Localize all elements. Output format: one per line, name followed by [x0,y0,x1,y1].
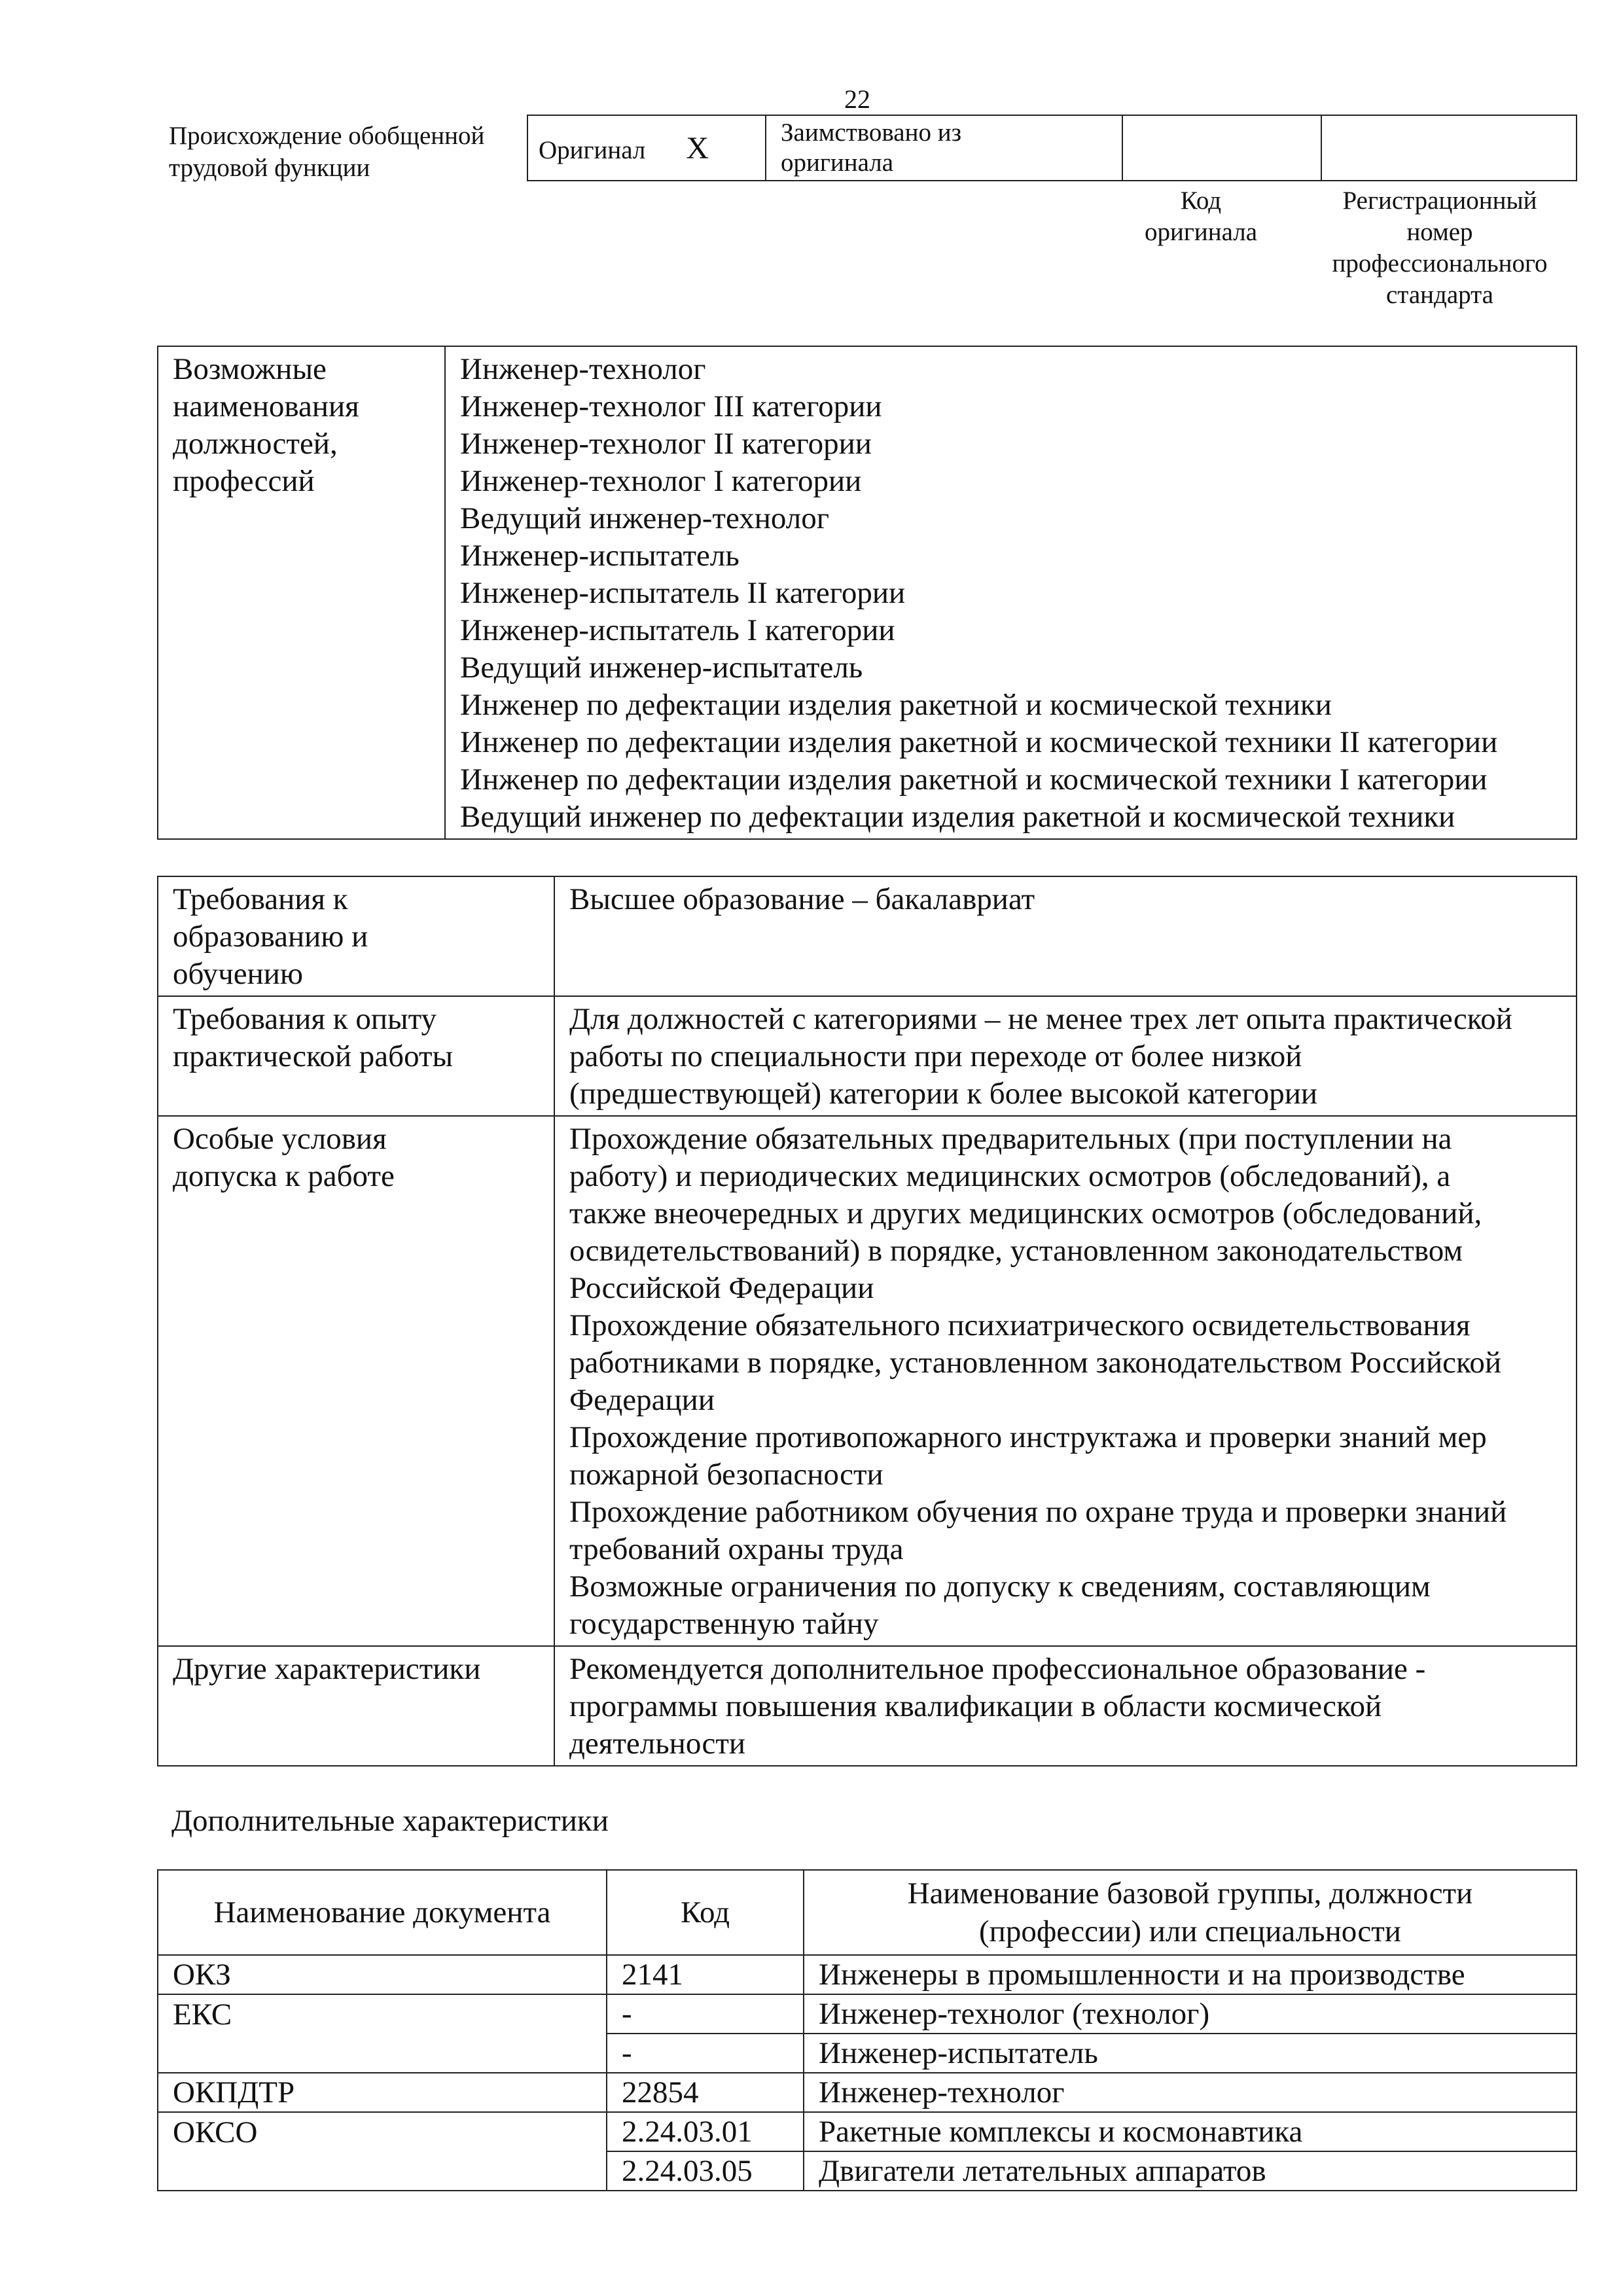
value-line: Возможные ограничения по допуску к сведениям, составляющим [569,1570,1431,1604]
table-row [158,2112,1577,2151]
caption-line: Код [1180,187,1222,215]
cell-document: ОКПДТР [158,2073,607,2112]
cell-document [158,2151,607,2191]
value-line: освидетельствований) в порядке, установленном законодательством [569,1234,1463,1268]
origin-label-line: трудовой функции [169,154,370,182]
value-line: пожарной безопасности [569,1458,883,1492]
label-line: Требования к [173,882,348,916]
origin-label-line: Происхождение обобщенной [169,122,485,150]
value-line: работу) и периодических медицинских осмотров (обследований), а [569,1159,1451,1193]
table-row [158,1955,1577,1994]
caption-line: Регистрационный [1342,187,1537,215]
cell-name: Инженеры в промышленности и на производстве [804,1955,1577,1994]
experience-value [554,996,1577,1116]
table-row [158,996,1577,1116]
experience-label [158,996,554,1116]
additional-characteristics-table [157,1869,1577,2191]
position-item: Ведущий инженер-испытатель [460,651,863,685]
value-line: Федерации [569,1383,715,1417]
value-line: Прохождение противопожарного инструктажа и проверки знаний мер [569,1420,1487,1454]
value-line: Прохождение обязательного психиатрического освидетельствования [569,1308,1471,1342]
position-item: Инженер-технолог I категории [460,464,862,498]
value-line: Высшее образование – бакалавриат [569,882,1035,916]
position-item: Инженер по дефектации изделия ракетной и космической техники II категории [460,725,1498,759]
table-row [158,1646,1577,1766]
position-item: Ведущий инженер по дефектации изделия ракетной и космической техники [460,800,1455,834]
cell-code: 2.24.03.01 [607,2112,804,2151]
borrowed-label-line: оригинала [781,149,894,177]
label-line: Особые условия [173,1122,387,1156]
position-item: Инженер-испытатель [460,539,740,573]
value-line: работниками в порядке, установленном законодательством Российской [569,1346,1502,1380]
position-item: Инженер-технолог III категории [460,389,882,423]
label-line: Другие характеристики [173,1652,481,1686]
cell-document: ОКЗ [158,1955,607,1994]
position-item: Инженер по дефектации изделия ракетной и космической техники [460,688,1332,722]
other-characteristics-value [554,1646,1577,1766]
cell-code: 22854 [607,2073,804,2112]
value-line: (предшествующей) категории к более высокой категории [569,1077,1318,1111]
origin-table [527,115,1577,181]
value-line: Для должностей с категориями – не менее трех лет опыта практической [569,1002,1512,1036]
position-item: Инженер по дефектации изделия ракетной и космической техники I категории [460,762,1488,797]
page-number: 22 [844,84,870,114]
special-conditions-value [554,1116,1577,1646]
cell-code: 2141 [607,1955,804,1994]
table-header-row [158,1870,1577,1955]
borrowed-label-line: Заимствовано из [781,118,962,147]
label-line: профессий [173,464,315,498]
cell-name: Инженер-технолог [804,2073,1577,2112]
cell-name: Ракетные комплексы и космонавтика [804,2112,1577,2151]
original-cell [527,115,766,181]
cell-document: ОКСО [158,2112,607,2151]
value-line: программы повышения квалификации в области космической [569,1689,1382,1723]
origin-label [169,120,484,184]
requirements-table [157,876,1577,1767]
header-line: Наименование базовой группы, должности [907,1876,1473,1910]
value-line: государственную тайну [569,1607,879,1641]
caption-line: стандарта [1386,281,1493,309]
value-line: Российской Федерации [569,1271,874,1305]
original-label: Оригинал [539,135,646,164]
original-code-cell [1122,115,1321,181]
original-code-caption [1113,185,1289,248]
table-row [158,2073,1577,2112]
value-line: Прохождение обязательных предварительных (при поступлении на [569,1122,1452,1156]
table-row [158,1116,1577,1646]
position-item: Инженер-технолог II категории [460,427,872,461]
value-line: также внеочередных и других медицинских осмотров (обследований, [569,1196,1482,1230]
cell-document: ЕКС [158,1994,607,2034]
cell-name: Инженер-технолог (технолог) [804,1994,1577,2034]
cell-code: 2.24.03.05 [607,2151,804,2191]
other-characteristics-label [158,1646,554,1766]
cell-name: Инженер-испытатель [804,2034,1577,2073]
column-header-code: Код [607,1870,804,1955]
label-line: Требования к опыту [173,1002,437,1036]
value-line: Рекомендуется дополнительное профессиональное образование - [569,1652,1426,1686]
label-line: допуска к работе [173,1159,395,1193]
table-row [158,2034,1577,2073]
value-line: работы по специальности при переходе от более низкой [569,1039,1302,1073]
cell-document [158,2034,607,2073]
borrowed-cell [766,115,1122,181]
label-line: образованию и [173,920,368,954]
label-line: Возможные [173,352,327,386]
value-line: Прохождение работником обучения по охране труда и проверки знаний [569,1495,1507,1529]
section-title: Дополнительные характеристики [171,1804,609,1838]
header-line: (профессии) или специальности [979,1914,1401,1948]
caption-line: номер [1406,218,1473,246]
cell-code: - [607,2034,804,2073]
label-line: практической работы [173,1039,454,1073]
original-mark: X [686,130,709,166]
caption-line: профессионального [1332,249,1548,278]
position-item: Ведущий инженер-технолог [460,501,829,535]
table-row [158,876,1577,996]
registration-number-caption [1302,185,1577,311]
column-header-document: Наименование документа [158,1870,607,1955]
education-label [158,876,554,996]
label-line: наименования [173,389,359,423]
position-item: Инженер-технолог [460,352,706,386]
position-item: Инженер-испытатель I категории [460,613,895,647]
positions-table [157,346,1577,840]
special-conditions-label [158,1116,554,1646]
positions-list [445,346,1577,839]
registration-number-cell [1321,115,1577,181]
cell-code: - [607,1994,804,2034]
caption-line: оригинала [1144,218,1258,246]
label-line: должностей, [173,427,338,461]
label-line: обучению [173,957,304,991]
column-header-name [804,1870,1577,1955]
education-value [554,876,1577,996]
positions-label [158,346,445,839]
cell-name: Двигатели летательных аппаратов [804,2151,1577,2191]
value-line: требований охраны труда [569,1532,904,1566]
position-item: Инженер-испытатель II категории [460,576,906,610]
table-row [158,2151,1577,2191]
table-row [158,1994,1577,2034]
value-line: деятельности [569,1727,746,1761]
